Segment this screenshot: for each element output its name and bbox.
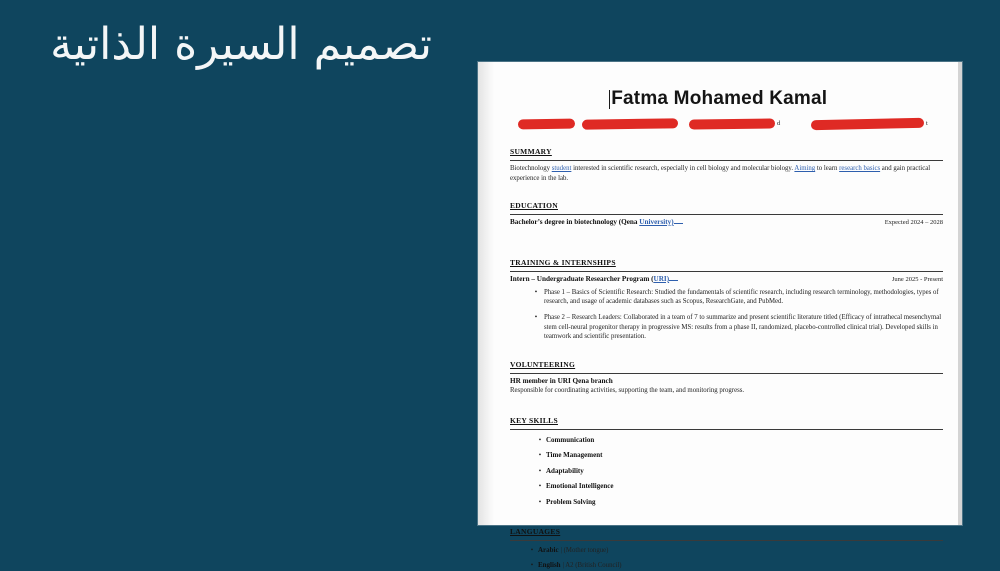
summary-part: Biotechnology <box>510 165 552 172</box>
education-date: Expected 2024 – 2028 <box>884 219 943 226</box>
slide-title: تصميم السيرة الذاتية <box>50 19 432 70</box>
training-date: June 2025 - Present <box>891 276 943 283</box>
contact-fragment: d <box>777 120 781 127</box>
link-underline-tail <box>674 218 683 224</box>
hyperlink-student[interactable]: student <box>551 165 572 172</box>
skill-label: Adaptability <box>546 466 584 475</box>
language-item <box>510 561 943 571</box>
redaction-mark <box>811 118 924 130</box>
skill-item <box>510 436 943 446</box>
skill-label: Communication <box>546 435 595 444</box>
key-skills-header-rule <box>510 410 943 430</box>
degree-part: Bachelor’s degree in biotechnology (Qena <box>510 218 640 226</box>
language-item <box>510 546 943 556</box>
summary-text <box>510 164 943 183</box>
skill-item <box>510 498 943 508</box>
skill-label: Problem Solving <box>546 497 596 506</box>
section-summary <box>510 141 943 183</box>
volunteering-description: Responsible for coordinating activities, supporting the team, and monitoring progress. <box>510 387 745 394</box>
section-education <box>510 195 943 226</box>
languages-header-rule <box>510 521 943 541</box>
redaction-mark <box>689 118 775 129</box>
education-row <box>510 218 943 226</box>
skill-label: Emotional Intelligence <box>546 482 614 490</box>
education-header: EDUCATION <box>510 201 558 210</box>
skill-item <box>510 482 943 492</box>
hyperlink-aiming[interactable]: Aiming <box>794 165 816 172</box>
training-bullet-text: Phase 2 – Research Leaders: Collaborated in a team of 7 to summarize and present scientific literature titled (Efficacy of intrathecal mesenchymal stem cell-neural progenitor therapy in progressive MS: results from a phase II, randomized, placebo-controlled clinical trial). Developed skills in teamwork and scientific presentation. <box>544 314 942 340</box>
bullet-icon <box>534 436 546 446</box>
hyperlink-university[interactable]: University) <box>639 218 674 226</box>
volunteering-role: HR member in URI Qena branch <box>510 376 613 385</box>
bullet-icon <box>534 467 546 477</box>
bullet-icon <box>534 498 546 508</box>
bullet-icon <box>534 451 546 461</box>
contact-redactions-row <box>478 117 958 132</box>
skill-item <box>510 451 943 461</box>
language-name: Arabic <box>538 546 559 554</box>
section-training <box>510 252 943 342</box>
bullet-icon <box>528 313 544 323</box>
resume-page <box>478 62 962 569</box>
language-name: English <box>538 560 561 569</box>
training-bullet-phase2 <box>510 313 943 342</box>
volunteering-header-rule <box>510 354 943 374</box>
language-text <box>538 561 943 571</box>
summary-part: and gain practical experience in the lab. <box>510 165 931 182</box>
skill-item <box>510 467 943 477</box>
volunteering-header: VOLUNTEERING <box>510 359 576 369</box>
section-languages <box>510 521 943 570</box>
section-key-skills <box>510 410 943 508</box>
language-text <box>538 546 943 556</box>
hyperlink-research-basics[interactable]: research basics <box>839 165 881 172</box>
training-role-row <box>510 275 943 283</box>
language-detail: | A2 (British Council) <box>562 561 622 569</box>
bullet-icon <box>534 482 546 492</box>
training-bullet-text: Phase 1 – Basics of Scientific Research: Studied the fundamentals of scientific research, including research terminology, methodologies, types of research, and usage of academic databases such as Scopus, ResearchGate, and PubMed. <box>544 288 939 305</box>
education-header-rule <box>510 195 943 215</box>
bullet-icon <box>526 546 538 556</box>
internship-title <box>510 275 678 283</box>
skill-label: Time Management <box>546 451 603 459</box>
text-cursor <box>609 90 611 109</box>
training-bullet-phase1 <box>510 288 943 307</box>
summary-part: to learn <box>815 165 840 172</box>
section-volunteering <box>510 354 943 396</box>
summary-part: interested in scientific research, especially in cell biology and molecular biology. <box>571 165 795 172</box>
key-skills-header: KEY SKILLS <box>510 415 558 425</box>
contact-fragment: t <box>926 120 928 127</box>
training-header-rule <box>510 252 943 272</box>
languages-header: LANGUAGES <box>510 527 561 536</box>
internship-part: Intern – Undergraduate Researcher Program ( <box>510 275 654 283</box>
redaction-mark <box>518 119 575 130</box>
redaction-mark <box>582 118 678 130</box>
hyperlink-uri[interactable]: URI) <box>653 275 670 283</box>
bullet-icon <box>526 561 538 571</box>
summary-header: SUMMARY <box>510 147 552 156</box>
resume-name-row <box>478 88 958 110</box>
resume-name: Fatma Mohamed Kamal <box>611 88 828 109</box>
language-detail: | (Mother tongue) <box>560 547 609 554</box>
bullet-icon <box>528 288 544 298</box>
link-underline-tail <box>669 275 678 281</box>
resume-sections <box>478 141 958 570</box>
degree-title <box>510 218 683 226</box>
summary-header-rule <box>510 141 943 161</box>
training-header: TRAINING & INTERNSHIPS <box>510 258 616 267</box>
